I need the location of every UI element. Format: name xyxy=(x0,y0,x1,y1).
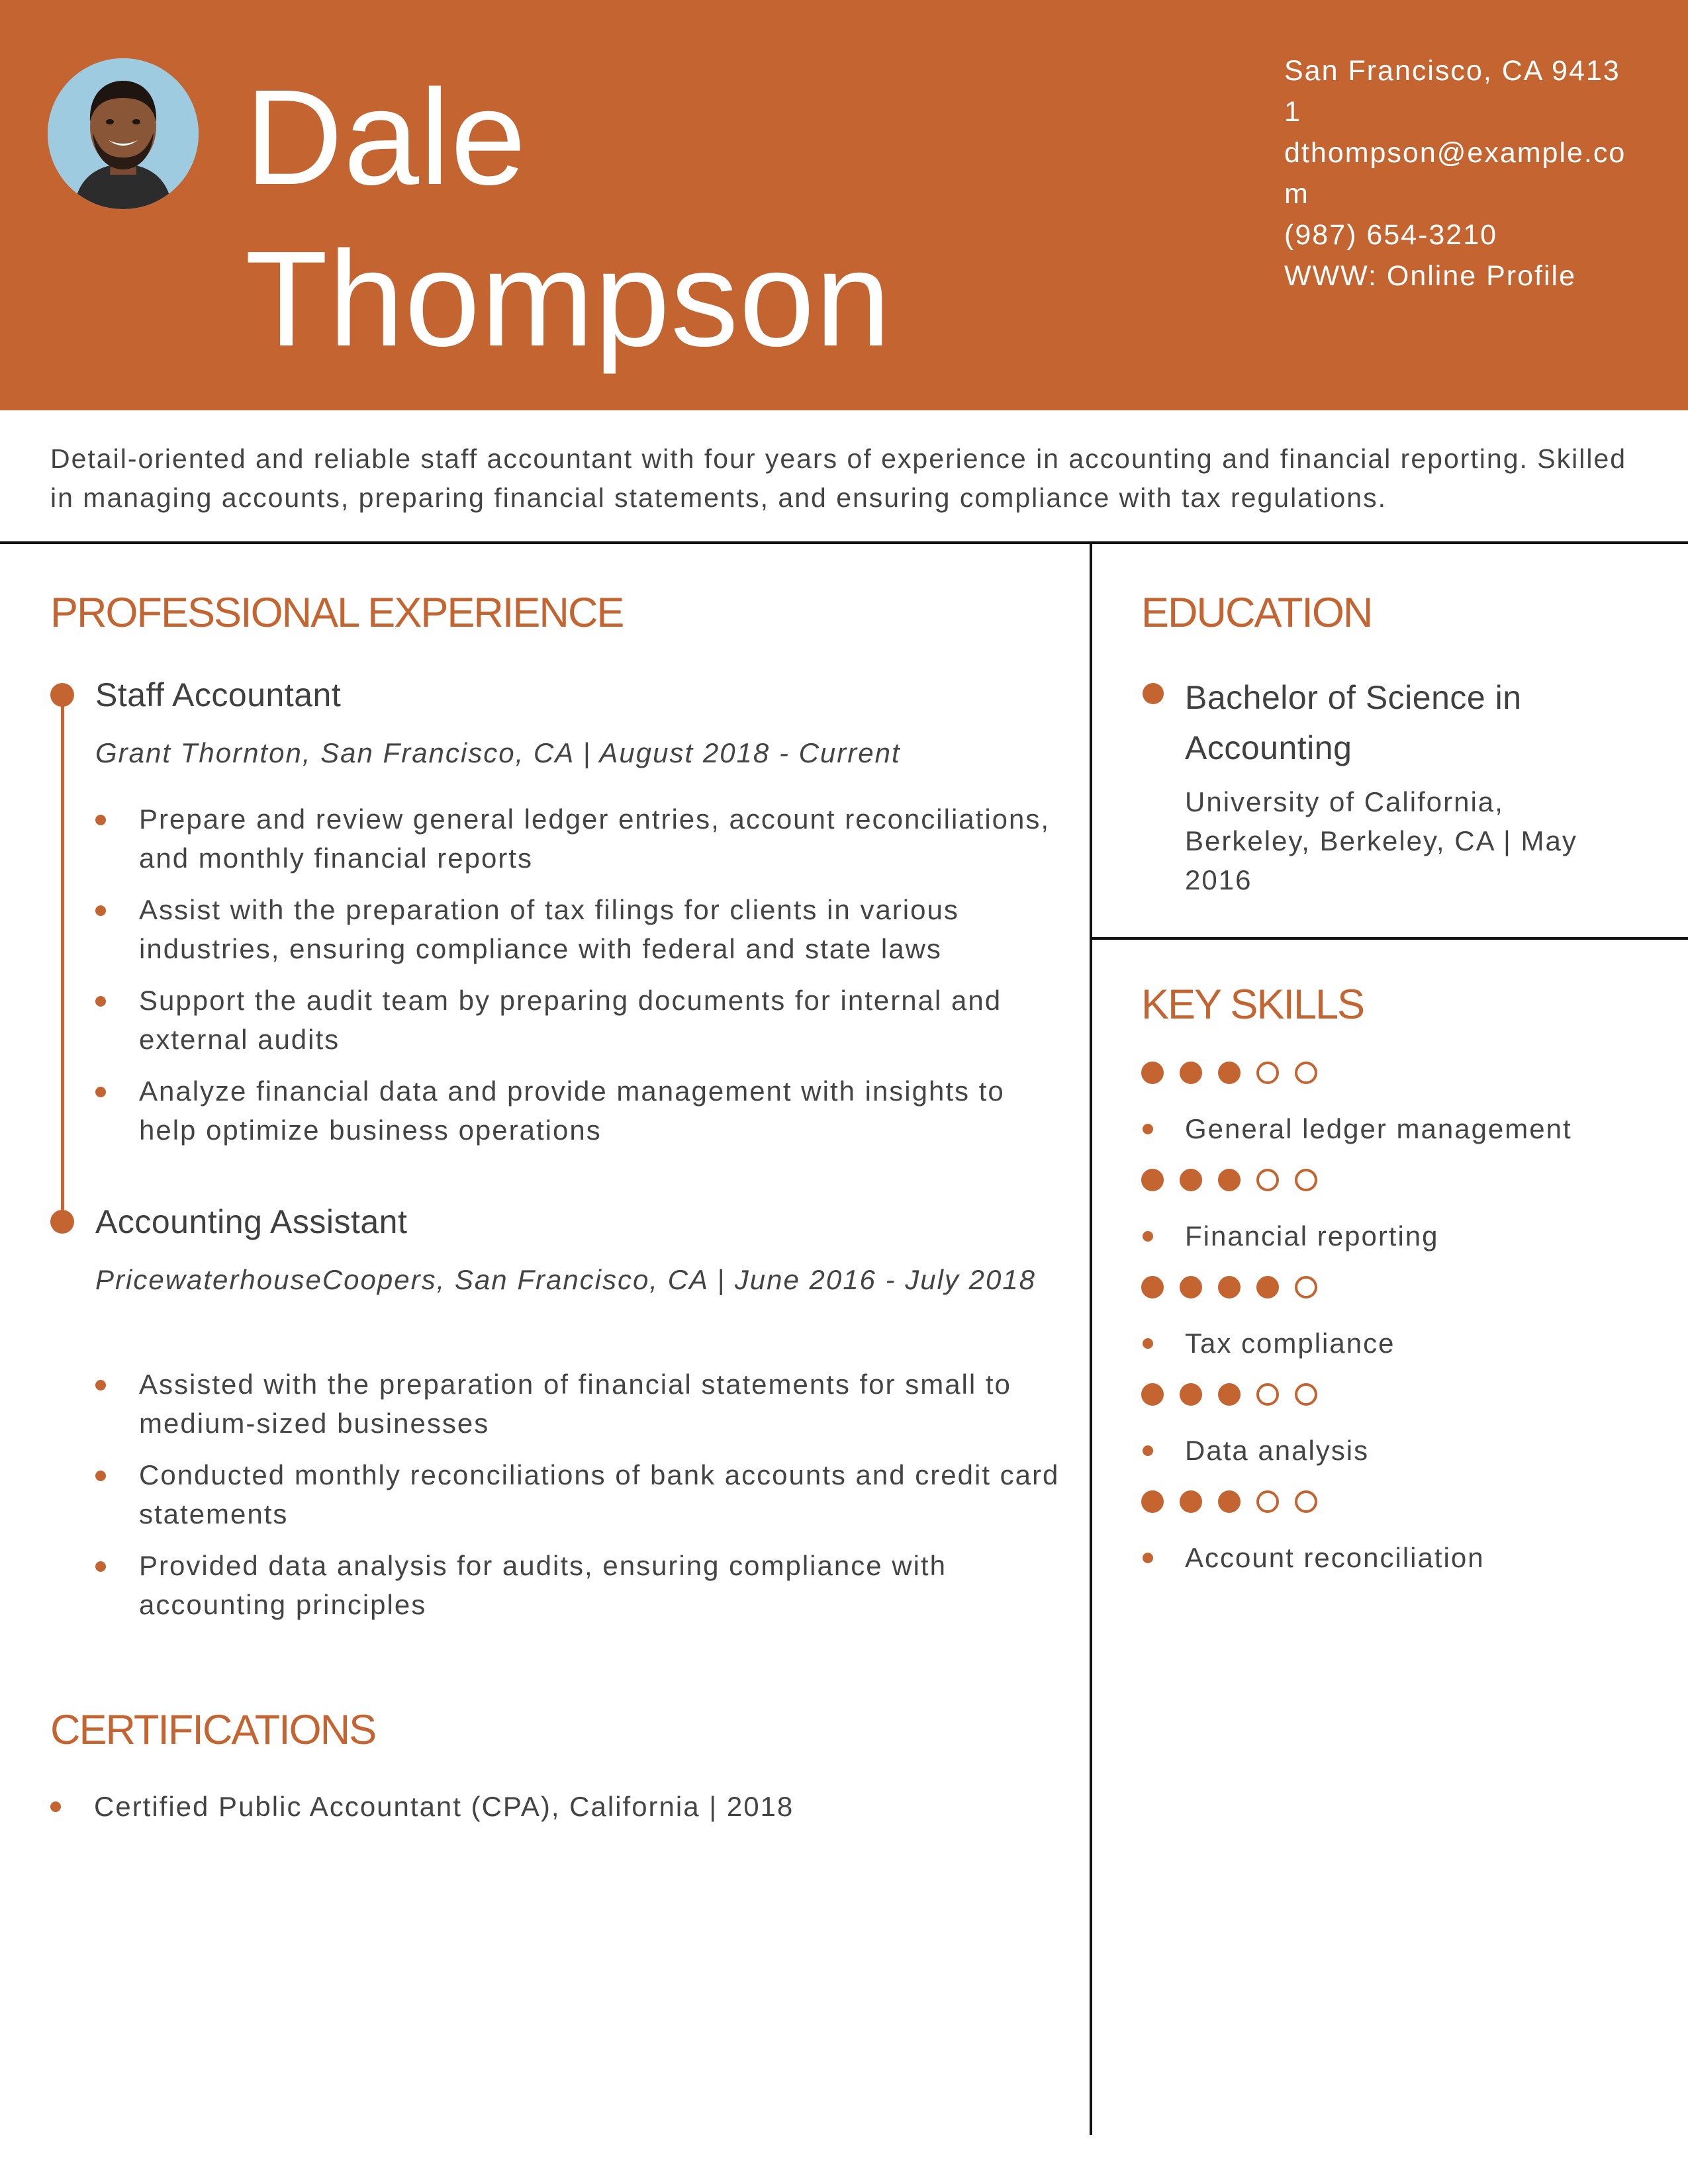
experience-heading: PROFESSIONAL EXPERIENCE xyxy=(50,590,624,636)
summary-divider xyxy=(0,541,1688,544)
education-heading: EDUCATION xyxy=(1141,590,1372,636)
education-school: University of California, Berkeley, Berkeley, CA | May 2016 xyxy=(1185,786,1577,895)
rating-dot-filled xyxy=(1180,1490,1202,1513)
skill-item xyxy=(1141,1169,1644,1255)
job-bullets xyxy=(95,1365,1062,1637)
rating-dot-empty xyxy=(1295,1169,1317,1191)
rating-dot-filled xyxy=(1180,1062,1202,1084)
skill-item xyxy=(1141,1490,1644,1577)
education-divider xyxy=(1091,937,1688,940)
skill-name: Tax compliance xyxy=(1141,1324,1644,1363)
list-item: Assisted with the preparation of financial statements for small to medium-sized businesses xyxy=(95,1365,1062,1443)
contact-info xyxy=(1284,50,1628,296)
rating-dot-filled xyxy=(1218,1169,1241,1191)
header-band xyxy=(0,0,1688,410)
skill-rating xyxy=(1141,1169,1644,1191)
rating-dot-filled xyxy=(1141,1383,1164,1406)
profile-photo xyxy=(48,58,199,209)
skill-rating xyxy=(1141,1276,1644,1298)
skill-item xyxy=(1141,1276,1644,1363)
rating-dot-filled xyxy=(1218,1062,1241,1084)
rating-dot-empty xyxy=(1295,1276,1317,1298)
list-item: Conducted monthly reconciliations of bank accounts and credit card statements xyxy=(95,1455,1062,1533)
rating-dot-empty xyxy=(1295,1383,1317,1406)
last-name: Thompson xyxy=(245,223,892,375)
skill-name: Data analysis xyxy=(1141,1431,1644,1470)
skill-name: General ledger management xyxy=(1141,1109,1644,1148)
skill-name: Account reconciliation xyxy=(1141,1538,1644,1577)
education-dot xyxy=(1143,683,1164,704)
contact-website[interactable]: WWW: Online Profile xyxy=(1284,260,1576,292)
timeline-dot xyxy=(50,683,74,707)
rating-dot-filled xyxy=(1256,1276,1279,1298)
skills-heading: KEY SKILLS xyxy=(1141,981,1364,1028)
rating-dot-filled xyxy=(1180,1383,1202,1406)
list-item: Assist with the preparation of tax filings for clients in various industries, ensuring compliance with federal and state laws xyxy=(95,890,1062,968)
skill-rating xyxy=(1141,1490,1644,1513)
rating-dot-filled xyxy=(1180,1169,1202,1191)
rating-dot-empty xyxy=(1256,1383,1279,1406)
rating-dot-empty xyxy=(1295,1490,1317,1513)
skill-rating xyxy=(1141,1383,1644,1406)
skill-item xyxy=(1141,1383,1644,1470)
experience-timeline xyxy=(61,695,64,1222)
certification-item: Certified Public Accountant (CPA), California | 2018 xyxy=(50,1787,1087,1826)
contact-address: San Francisco, CA 94131 xyxy=(1284,55,1620,128)
job-meta: Grant Thornton, San Francisco, CA | August 2018 - Current xyxy=(95,737,901,768)
job-meta: PricewaterhouseCoopers, San Francisco, CA | June 2016 - July 2018 xyxy=(95,1264,1037,1295)
skill-rating xyxy=(1141,1062,1644,1084)
summary-text: Detail-oriented and reliable staff accountant with four years of experience in accounting and financial reporting. Skilled in managing accounts, preparing financial statements, and ensuring compliance with tax regulations. xyxy=(50,443,1627,513)
rating-dot-filled xyxy=(1141,1062,1164,1084)
list-item: Prepare and review general ledger entries, account reconciliations, and monthly financial reports xyxy=(95,799,1062,878)
list-item: Provided data analysis for audits, ensuring compliance with accounting principles xyxy=(95,1546,1062,1624)
contact-phone[interactable]: (987) 654-3210 xyxy=(1284,219,1498,251)
skill-name: Financial reporting xyxy=(1141,1216,1644,1255)
skill-item xyxy=(1141,1062,1644,1148)
candidate-name xyxy=(245,57,892,380)
avatar xyxy=(48,58,199,209)
rating-dot-filled xyxy=(1141,1490,1164,1513)
column-divider xyxy=(1090,543,1092,2135)
rating-dot-filled xyxy=(1141,1169,1164,1191)
rating-dot-filled xyxy=(1218,1276,1241,1298)
first-name: Dale xyxy=(245,62,527,213)
certifications-heading: CERTIFICATIONS xyxy=(50,1707,376,1753)
education-degree: Bachelor of Science in Accounting xyxy=(1185,679,1522,766)
job-title: Accounting Assistant xyxy=(95,1203,408,1240)
rating-dot-filled xyxy=(1218,1490,1241,1513)
rating-dot-filled xyxy=(1218,1383,1241,1406)
rating-dot-empty xyxy=(1295,1062,1317,1084)
rating-dot-empty xyxy=(1256,1169,1279,1191)
rating-dot-empty xyxy=(1256,1062,1279,1084)
contact-email[interactable]: dthompson@example.com xyxy=(1284,137,1626,210)
rating-dot-filled xyxy=(1180,1276,1202,1298)
timeline-dot xyxy=(50,1210,74,1234)
list-item: Support the audit team by preparing documents for internal and external audits xyxy=(95,981,1062,1059)
job-bullets xyxy=(95,799,1062,1162)
rating-dot-filled xyxy=(1141,1276,1164,1298)
rating-dot-empty xyxy=(1256,1490,1279,1513)
list-item: Analyze financial data and provide management with insights to help optimize business operations xyxy=(95,1071,1062,1150)
job-title: Staff Accountant xyxy=(95,676,342,713)
